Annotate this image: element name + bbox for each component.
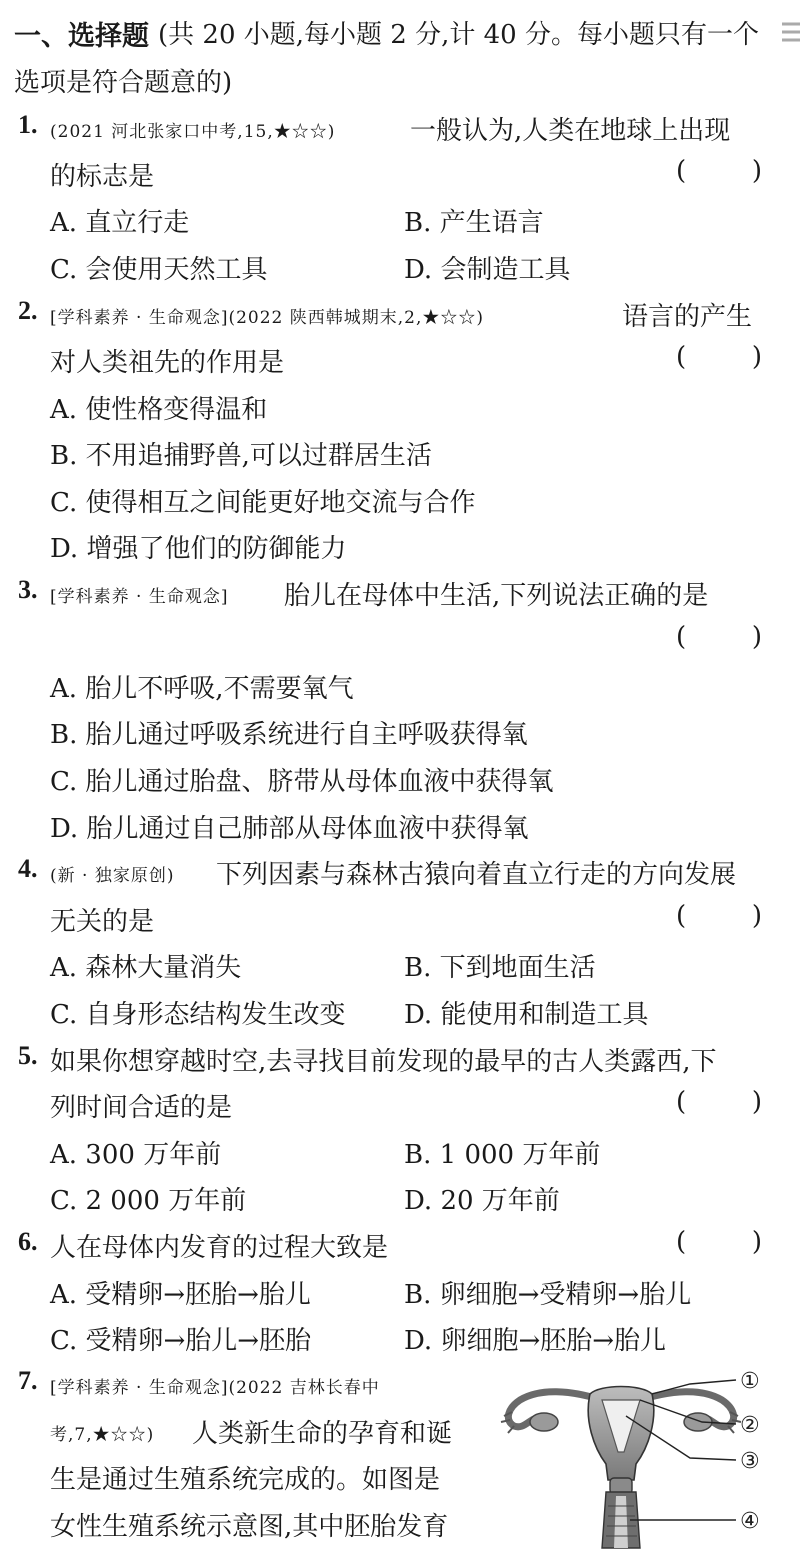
question-1-stem-line2: 的标志是: [50, 162, 155, 192]
question-4-option-a[interactable]: A. 森林大量消失: [50, 953, 242, 983]
question-2-option-a[interactable]: A. 使性格变得温和: [50, 395, 268, 425]
question-3-option-d[interactable]: D. 胎儿通过自己肺部从母体血液中获得氧: [50, 814, 529, 844]
question-5-answer-blank[interactable]: ( ): [676, 1087, 762, 1117]
question-4-option-b[interactable]: B. 下到地面生活: [404, 953, 596, 983]
question-7-tag-line2: 考,7,★☆☆): [50, 1425, 155, 1445]
question-1-option-c[interactable]: C. 会使用天然工具: [50, 255, 268, 285]
question-2-option-d[interactable]: D. 增强了他们的防御能力: [50, 534, 347, 564]
question-7-stem-line3: 女性生殖系统示意图,其中胚胎发育: [50, 1512, 449, 1542]
question-3-number: 3.: [18, 575, 38, 604]
question-3-option-c[interactable]: C. 胎儿通过胎盘、脐带从母体血液中获得氧: [50, 767, 554, 797]
question-4-option-c[interactable]: C. 自身形态结构发生改变: [50, 1000, 346, 1030]
section-title: 一、选择题: [14, 21, 149, 52]
figure-label-2: ②: [740, 1413, 760, 1438]
question-5-stem-line2: 列时间合适的是: [50, 1093, 233, 1123]
question-6-option-d[interactable]: D. 卵细胞→胚胎→胎儿: [404, 1326, 667, 1356]
question-2-option-c[interactable]: C. 使得相互之间能更好地交流与合作: [50, 488, 476, 518]
question-2-tag: [学科素养 · 生命观念](2022 陕西韩城期末,2,★☆☆): [50, 308, 485, 328]
question-1-option-a[interactable]: A. 直立行走: [50, 208, 190, 238]
question-3-answer-blank[interactable]: ( ): [676, 622, 762, 652]
question-5-stem-line1: 如果你想穿越时空,去寻找目前发现的最早的古人类露西,下: [50, 1047, 717, 1077]
question-1-number: 1.: [18, 110, 38, 139]
question-7-number: 7.: [18, 1366, 38, 1395]
section-intro-line2: 选项是符合题意的): [14, 68, 233, 98]
question-4-number: 4.: [18, 854, 38, 883]
page-corner-mark: [778, 18, 800, 48]
question-1-stem-line1: 一般认为,人类在地球上出现: [410, 116, 731, 146]
figure-label-1: ①: [740, 1369, 760, 1394]
question-2-answer-blank[interactable]: ( ): [676, 342, 762, 372]
question-6-option-a[interactable]: A. 受精卵→胚胎→胎儿: [50, 1280, 311, 1310]
question-7-stem-line1: 人类新生命的孕育和诞: [192, 1419, 453, 1449]
question-4-answer-blank[interactable]: ( ): [676, 901, 762, 931]
question-3-stem-line1: 胎儿在母体中生活,下列说法正确的是: [284, 581, 709, 611]
question-6-option-b[interactable]: B. 卵细胞→受精卵→胎儿: [404, 1280, 692, 1310]
question-5-option-a[interactable]: A. 300 万年前: [50, 1140, 222, 1170]
question-1-answer-blank[interactable]: ( ): [676, 156, 762, 186]
figure-label-4: ④: [740, 1509, 760, 1534]
question-1-option-d[interactable]: D. 会制造工具: [404, 255, 571, 285]
question-5-option-d[interactable]: D. 20 万年前: [404, 1186, 560, 1216]
question-5-option-b[interactable]: B. 1 000 万年前: [404, 1140, 601, 1170]
section-intro-line1: (共 20 小题,每小题 2 分,计 40 分。每小题只有一个: [158, 20, 759, 50]
question-6-option-c[interactable]: C. 受精卵→胎儿→胚胎: [50, 1326, 312, 1356]
question-4-option-d[interactable]: D. 能使用和制造工具: [404, 1000, 649, 1030]
question-3-tag: [学科素养 · 生命观念]: [50, 587, 229, 607]
question-5-number: 5.: [18, 1041, 38, 1070]
question-4-stem-line2: 无关的是: [50, 907, 155, 937]
question-4-stem-line1: 下列因素与森林古猿向着直立行走的方向发展: [216, 860, 737, 890]
question-6-number: 6.: [18, 1227, 38, 1256]
question-2-stem-line2: 对人类祖先的作用是: [50, 348, 285, 378]
question-3-option-a[interactable]: A. 胎儿不呼吸,不需要氧气: [50, 674, 354, 704]
reproductive-system-figure: [490, 1360, 790, 1550]
question-7-stem-line2: 生是通过生殖系统完成的。如图是: [50, 1465, 441, 1495]
figure-label-3: ③: [740, 1449, 760, 1474]
question-7-tag-line1: [学科素养 · 生命观念](2022 吉林长春中: [50, 1378, 380, 1398]
question-4-tag: (新 · 独家原创): [50, 866, 175, 886]
question-1-tag: (2021 河北张家口中考,15,★☆☆): [50, 122, 336, 142]
question-2-option-b[interactable]: B. 不用追捕野兽,可以过群居生活: [50, 441, 432, 471]
question-6-answer-blank[interactable]: ( ): [676, 1227, 762, 1257]
question-6-stem-line1: 人在母体内发育的过程大致是: [50, 1233, 389, 1263]
question-2-stem-line1: 语言的产生: [622, 302, 753, 332]
question-2-number: 2.: [18, 296, 38, 325]
question-3-option-b[interactable]: B. 胎儿通过呼吸系统进行自主呼吸获得氧: [50, 720, 528, 750]
question-5-option-c[interactable]: C. 2 000 万年前: [50, 1186, 247, 1216]
ovary-left: [530, 1413, 558, 1431]
question-1-option-b[interactable]: B. 产生语言: [404, 208, 544, 238]
